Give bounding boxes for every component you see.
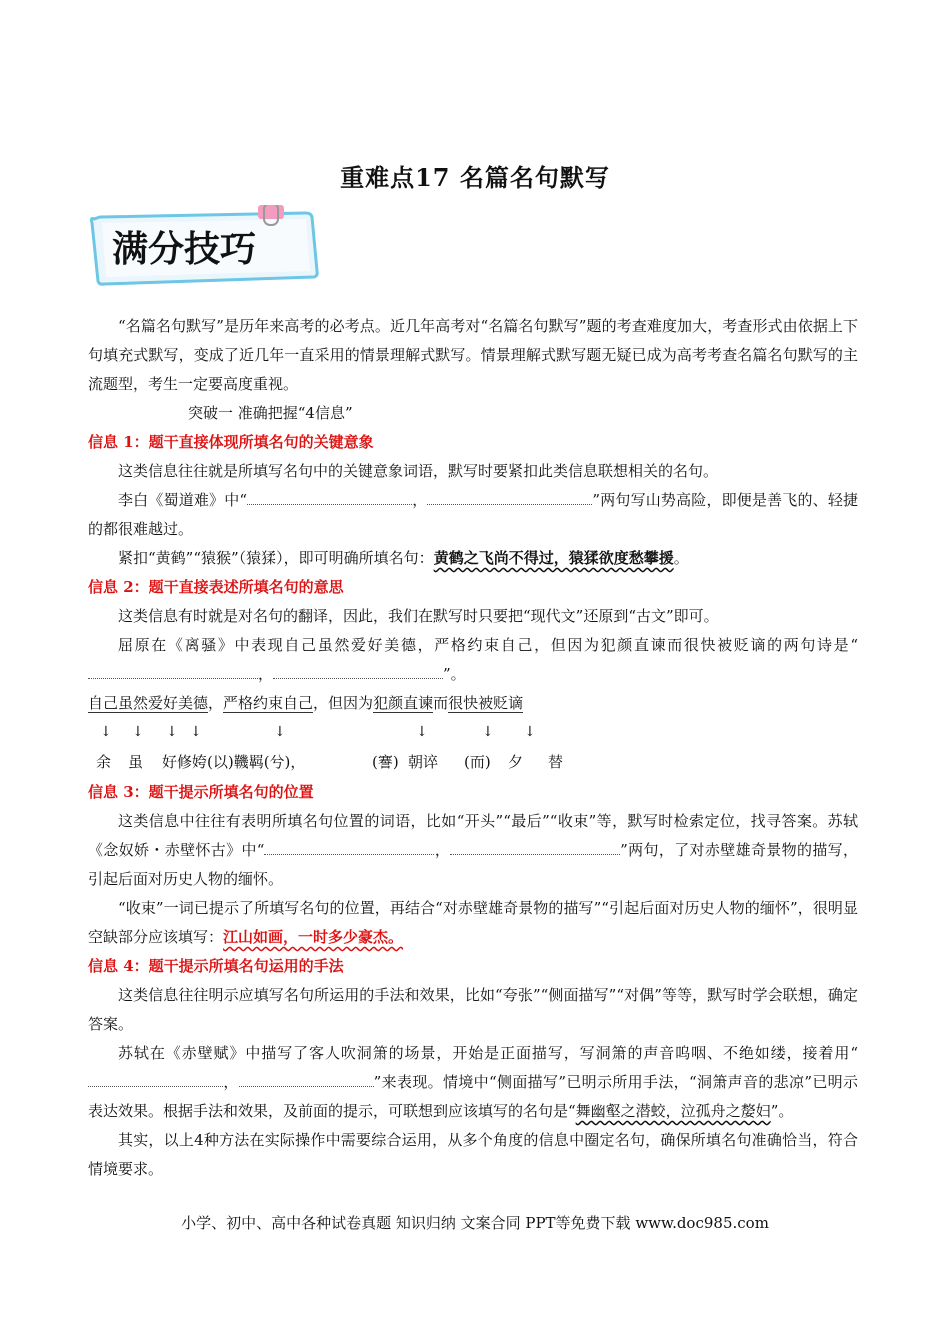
answer-blank[interactable] [273, 660, 443, 679]
breakthrough-line: 突破一 准确把握“4信息” [188, 404, 353, 422]
answer-blank[interactable] [247, 486, 412, 505]
summary-paragraph: 其实，以上4种方法在实际操作中需要综合运用，从多个角度的信息中圈定名句，确保所填名句准确恰当，符合情境要求。 [88, 1131, 858, 1178]
info2-desc: 这类信息有时就是对名句的翻译，因此，我们在默写时只要把“现代文”还原到“古文”即可。 [118, 607, 719, 625]
banner-badge [88, 205, 320, 287]
info3-heading: 信息 3：题干提示所填名句的位置 [88, 783, 314, 801]
answer-blank[interactable] [450, 836, 620, 855]
down-arrow-icon: ↓ [190, 724, 202, 740]
info2-ancient-text: 余 虽 好修姱(以)鞿羁(兮)， (謇) 朝谇 (而) 夕 替 [96, 753, 564, 771]
mapping-arrows [88, 718, 858, 744]
document-body [88, 312, 858, 1184]
info2-heading: 信息 2：题干直接表述所填名句的意思 [88, 578, 344, 596]
info3-explanation: “收束”一词已提示了所填写名句的位置，再结合“对赤壁雄奇景物的描写”“引起后面对历史人物的缅怀”，很明显空缺部分应该填写：江山如画，一时多少豪杰。 [88, 899, 858, 946]
info1-heading: 信息 1：题干直接体现所填名句的关键意象 [88, 433, 374, 451]
info4-question: 苏轼在《赤壁赋》中描写了客人吹洞箫的场景，开始是正面描写，写洞箫的声音呜咽、不绝如缕，接着用“， ”来表现。情境中“侧面描写”已明示所用手法，“洞箫声音的悲凉”已明示表达效果。根据手法和效果，及前面的提示，可联想到应该填写的名句是“舞幽壑之潜蛟，泣孤舟之嫠妇”。 [88, 1044, 858, 1120]
down-arrow-icon: ↓ [524, 724, 536, 740]
info3-question: 这类信息中往往有表明所填名句位置的词语，比如“开头”“最后”“收束”等，默写时检索定位，找寻答案。苏轼《念奴娇・赤壁怀古》中“ ， ”两句，了对赤壁雄奇景物的描写，引起后面对历史人物的缅怀。 [88, 812, 859, 888]
answer-blank[interactable] [264, 836, 434, 855]
down-arrow-icon: ↓ [100, 724, 112, 740]
info1-question: 李白《蜀道难》中“ ， ”两句写山势高险，即便是善飞的、轻捷的都很难越过。 [88, 486, 858, 544]
info1-answer-line: 紧扣“黄鹤”“猿猴”（猿猱），即可明确所填名句：黄鹤之飞尚不得过，猿猱欲度愁攀援。 [118, 549, 689, 567]
answer-blank[interactable] [239, 1068, 374, 1087]
down-arrow-icon: ↓ [132, 724, 144, 740]
footer-text: 小学、初中、高中各种试卷真题 知识归纳 文案合同 PPT等免费下载 www.doc985.com [181, 1214, 769, 1232]
down-arrow-icon: ↓ [274, 724, 286, 740]
info4-answer: 舞幽壑之潜蛟，泣孤舟之嫠妇 [575, 1102, 771, 1120]
info2-modern-text: 自己虽然爱好美德，严格约束自己，但因为犯颜直谏而很快被贬谪 [88, 694, 524, 712]
info4-desc: 这类信息往往明示应填写名句所运用的手法和效果，比如“夸张”“侧面描写”“对偶”等等，默写时学会联想，确定答案。 [88, 986, 858, 1033]
answer-blank[interactable] [88, 660, 258, 679]
info1-answer: 黄鹤之飞尚不得过，猿猱欲度愁攀援 [433, 549, 674, 567]
answer-blank[interactable] [88, 1068, 223, 1087]
answer-blank[interactable] [427, 486, 592, 505]
down-arrow-icon: ↓ [416, 724, 428, 740]
info4-heading: 信息 4：题干提示所填名句运用的手法 [88, 957, 344, 975]
down-arrow-icon: ↓ [482, 724, 494, 740]
info2-question: 屈原在《离骚》中表现自己虽然爱好美德，严格约束自己，但因为犯颜直谏而很快被贬谪的两句诗是“， ”。 [88, 631, 858, 689]
info3-answer: 江山如画，一时多少豪杰。 [223, 928, 404, 946]
page-title: 重难点17 名篇名句默写 [340, 163, 610, 192]
intro-paragraph: “名篇名句默写”是历年来高考的必考点。近几年高考对“名篇名句默写”题的考查难度加大，考查形式由依据上下句填充式默写，变成了近几年一直采用的情景理解式默写。情景理解式默写题无疑已成为高考考查名篇名句默写的主流题型，考生一定要高度重视。 [88, 317, 858, 393]
banner-text: 满分技巧 [112, 229, 257, 270]
down-arrow-icon: ↓ [166, 724, 178, 740]
info1-desc: 这类信息往往就是所填写名句中的关键意象词语，默写时要紧扣此类信息联想相关的名句。 [118, 462, 719, 480]
